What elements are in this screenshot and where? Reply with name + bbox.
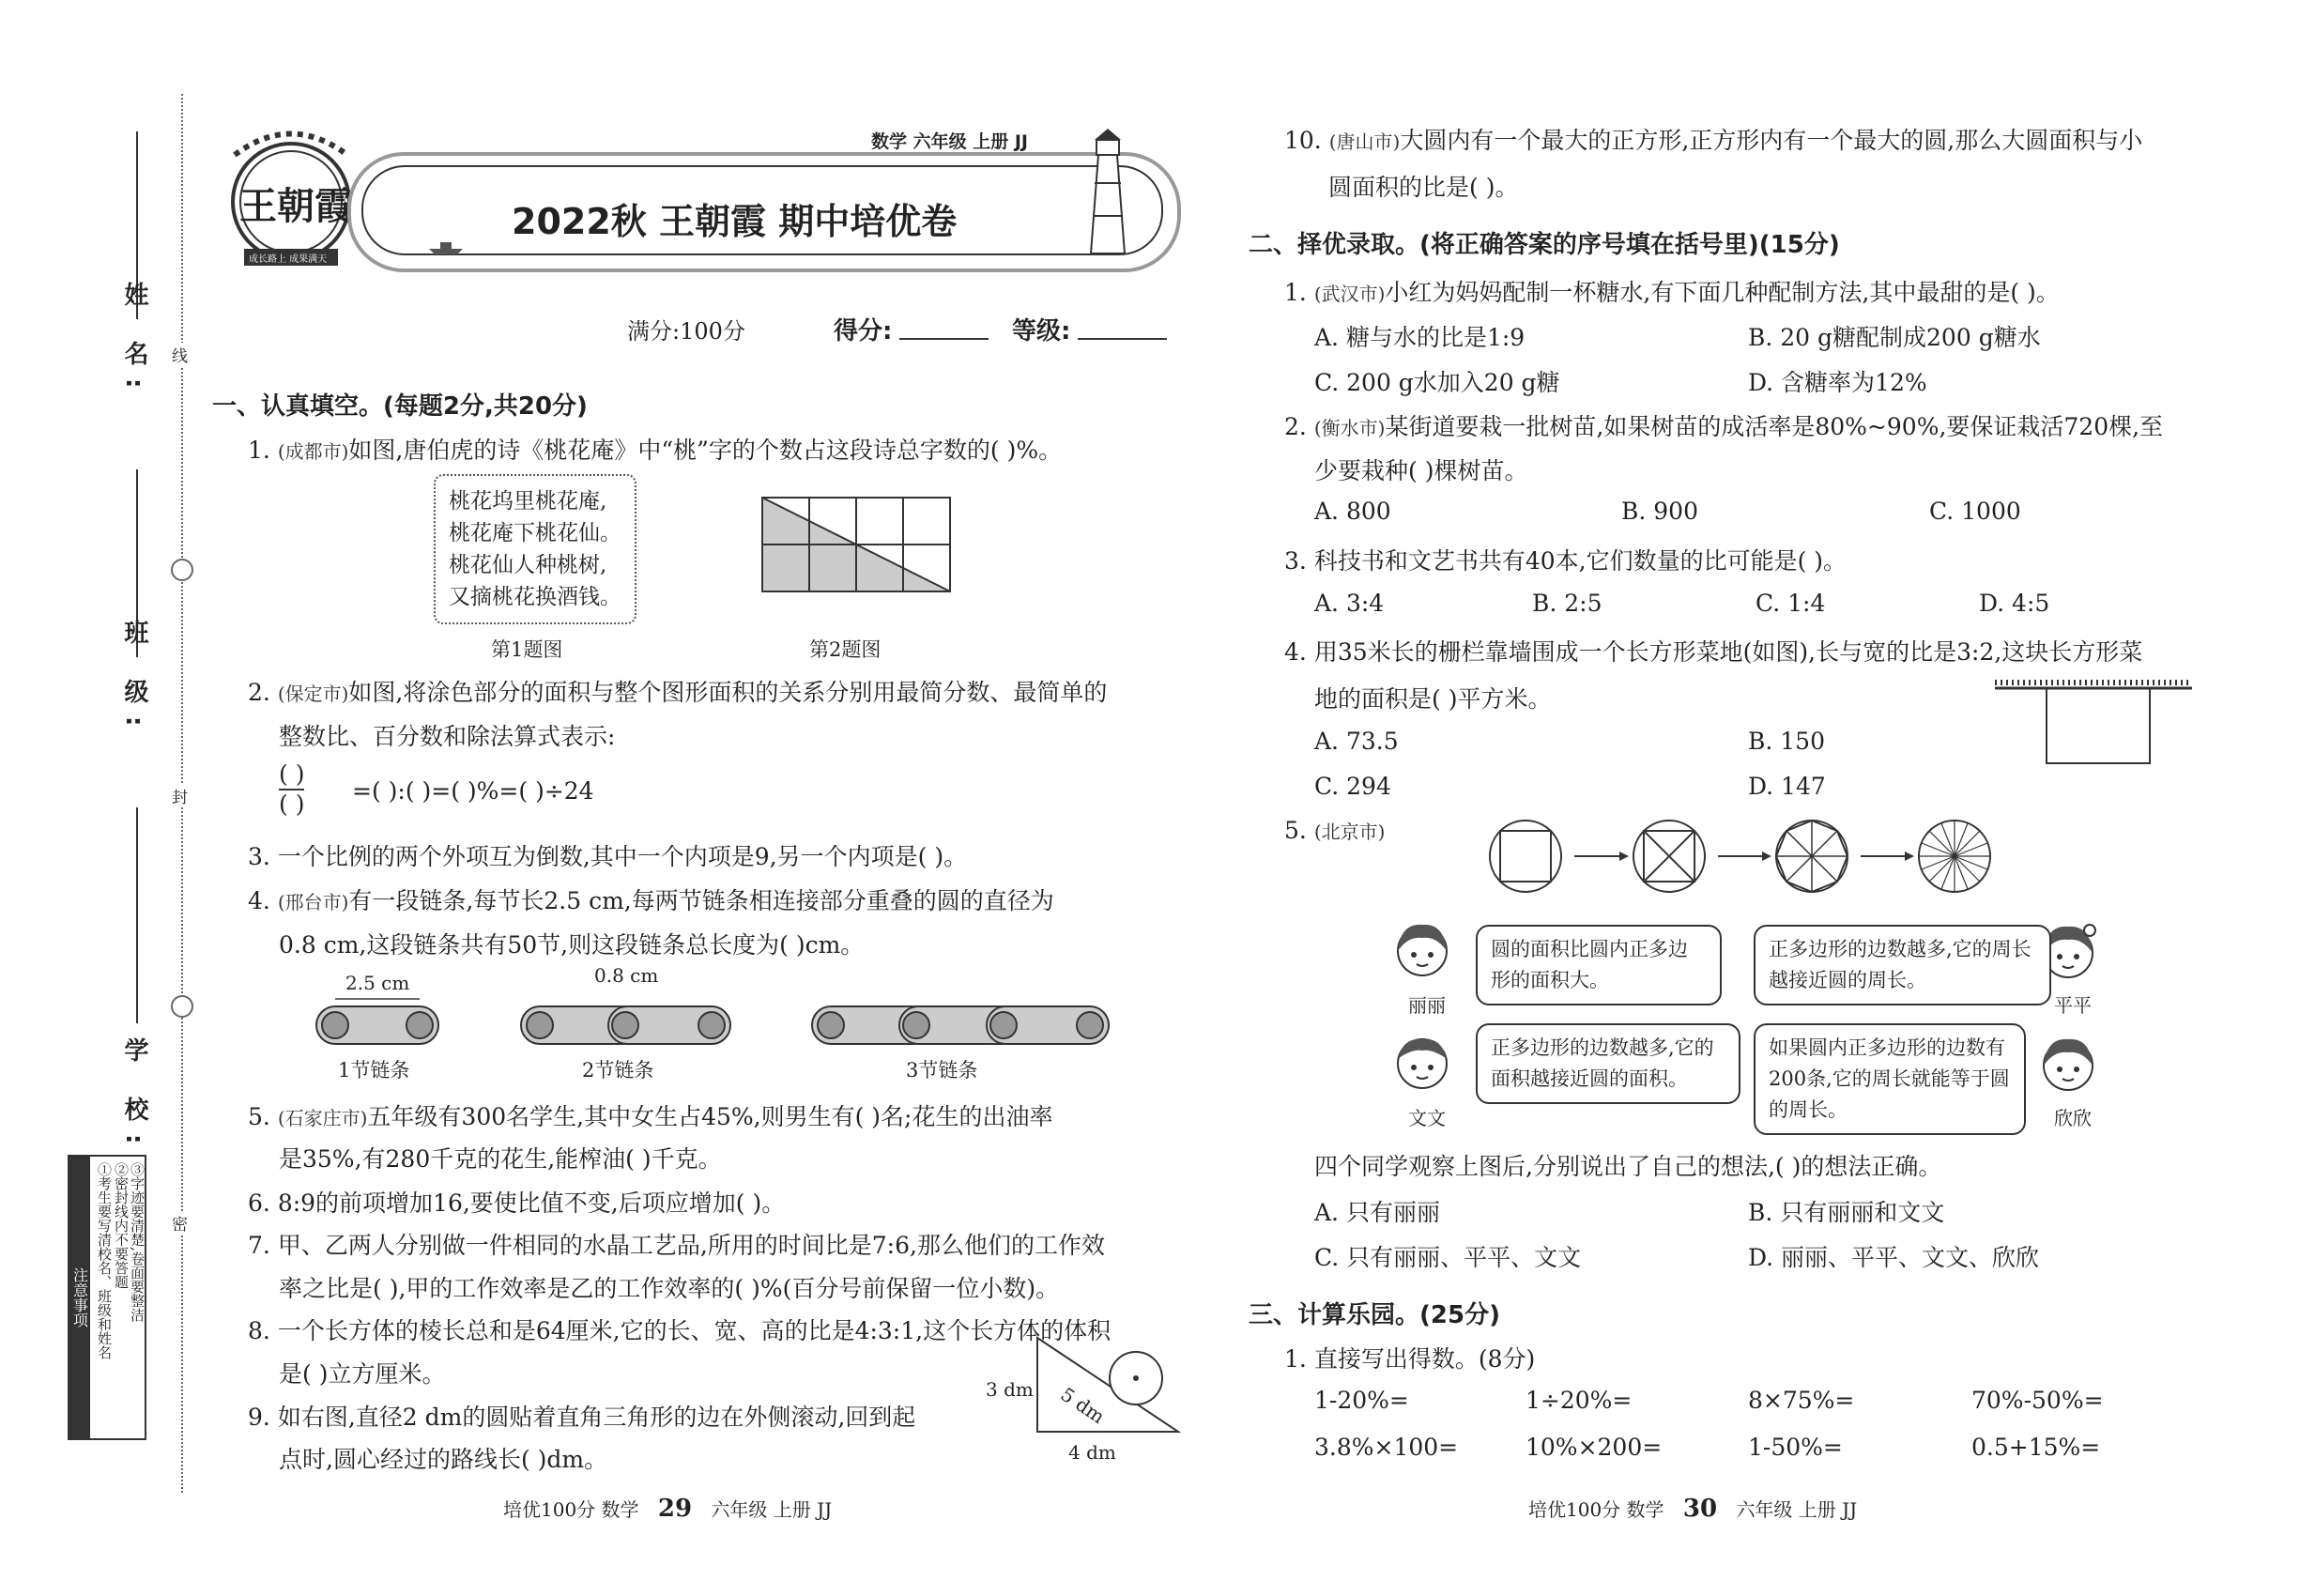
poem-line: 又摘桃花换酒钱。 bbox=[449, 585, 621, 609]
s2q5-num: 5. bbox=[1284, 817, 1307, 844]
chain-overlap-label: 0.8 cm bbox=[594, 964, 659, 987]
cut-mark-3: 密 bbox=[172, 1211, 188, 1235]
question-6 bbox=[248, 1185, 785, 1219]
chain-caption-2: 2节链条 bbox=[582, 1059, 654, 1082]
calc-item: 70%-50%= bbox=[1971, 1387, 2104, 1414]
bubble-pingping: 正多边形的边数越多,它的周长越接近圆的周长。 bbox=[1754, 925, 2051, 1005]
s2q3-option-b[interactable]: B. 2:5 bbox=[1532, 590, 1602, 617]
q5-text-b: 是35%,有280千克的花生,能榨油( )千克。 bbox=[279, 1145, 722, 1173]
q2-text-b: 整数比、百分数和除法算式表示: bbox=[279, 723, 616, 750]
fig2-caption: 第2题图 bbox=[809, 638, 882, 661]
q5-num: 5. bbox=[248, 1103, 270, 1130]
q2-fraction[interactable]: ( ) ( ) bbox=[279, 760, 305, 818]
seal-circle-1 bbox=[171, 559, 193, 581]
q10-text-b: 圆面积的比是( )。 bbox=[1328, 174, 1519, 201]
q8-text-a: 一个长方体的棱长总和是64厘米,它的长、宽、高的比是4:3:1,这个长方体的体积 bbox=[277, 1317, 1112, 1344]
q4-city: (邢台市) bbox=[277, 891, 349, 913]
bubble-xinxin: 如果圆内正多边形的边数有200条,它的周长就能等于圆的周长。 bbox=[1754, 1023, 2026, 1135]
full-score: 满分:100分 bbox=[627, 318, 745, 345]
triangle-side-c: 5 dm bbox=[1056, 1382, 1110, 1429]
cut-mark-2: 封 bbox=[172, 784, 188, 807]
chain-length-label: 2.5 cm bbox=[345, 972, 410, 994]
q1-city: (成都市) bbox=[277, 440, 349, 463]
section-3-title: 三、计算乐园。(25分) bbox=[1249, 1301, 1500, 1329]
bubble-wenwen: 正多边形的边数越多,它的面积越接近圆的面积。 bbox=[1476, 1023, 1740, 1104]
page-title: 2022秋 王朝霞 期中培优卷 bbox=[512, 201, 958, 242]
q2-num: 2. bbox=[248, 679, 270, 706]
grade-label: 等级: bbox=[1012, 317, 1071, 345]
fig1-caption: 第1题图 bbox=[491, 638, 563, 661]
question-2 bbox=[248, 674, 1107, 708]
q9-text-a: 如右图,直径2 dm的圆贴着直角三角形的边在外侧滚动,回到起 bbox=[277, 1404, 916, 1431]
girl-lili-icon bbox=[1389, 915, 1455, 990]
q2-formula: =( ):( )=( )%=( )÷24 bbox=[352, 777, 594, 805]
notes-item-1: ①考生要写清校名、班级和姓名 bbox=[96, 1162, 113, 1359]
brand-logo-text: 王朝霞 bbox=[239, 184, 352, 228]
question-3 bbox=[248, 838, 967, 872]
calc-item: 3.8%×100= bbox=[1314, 1434, 1459, 1461]
q4-num: 4. bbox=[248, 887, 270, 914]
s2q5-option-a[interactable]: A. 只有丽丽 bbox=[1314, 1199, 1440, 1226]
notes-item-3: ③字迹要清楚,卷面要整洁 bbox=[129, 1162, 146, 1322]
q6-text: 8:9的前项增加16,要使比值不变,后项应增加( )。 bbox=[277, 1189, 786, 1217]
q10-num: 10. bbox=[1284, 127, 1322, 154]
class-label: 班 级: bbox=[120, 620, 148, 740]
name-label: 姓 名: bbox=[120, 282, 148, 402]
q3-num: 3. bbox=[248, 843, 270, 870]
q7-num: 7. bbox=[248, 1232, 270, 1259]
s2q4-text-b: 地的面积是( )平方米。 bbox=[1314, 685, 1552, 713]
series-label: 数学 六年级 上册 JJ bbox=[871, 131, 1028, 152]
q4-text-a: 有一段链条,每节长2.5 cm,每两节链条相连接部分重叠的圆的直径为 bbox=[348, 887, 1054, 914]
q5-text-a: 五年级有300名学生,其中女生占45%,则男生有( )名;花生的出油率 bbox=[367, 1103, 1053, 1130]
s2q2-city: (衡水市) bbox=[1313, 417, 1386, 439]
poem-line: 桃花仙人种桃树, bbox=[449, 553, 607, 577]
section-2-title: 二、择优录取。(将正确答案的序号填在括号里)(15分) bbox=[1249, 231, 1840, 259]
s2q4-option-a[interactable]: A. 73.5 bbox=[1314, 728, 1399, 755]
s2q2-option-c[interactable]: C. 1000 bbox=[1929, 498, 2021, 525]
q8-text-b: 是( )立方厘米。 bbox=[279, 1360, 446, 1388]
q7-text-a: 甲、乙两人分别做一件相同的水晶工艺品,所用的时间比是7:6,那么他们的工作效 bbox=[277, 1232, 1105, 1259]
grade-field[interactable] bbox=[1078, 338, 1167, 340]
right-footer bbox=[1528, 1495, 1857, 1523]
score-label: 得分: bbox=[834, 317, 893, 345]
s2q2-option-b[interactable]: B. 900 bbox=[1621, 498, 1698, 525]
s2q5-city: (北京市) bbox=[1313, 821, 1386, 843]
calc-item: 8×75%= bbox=[1748, 1387, 1855, 1414]
s2-question-1 bbox=[1284, 274, 2060, 308]
calc-item: 1÷20%= bbox=[1526, 1387, 1633, 1414]
calc-item: 0.5+15%= bbox=[1971, 1434, 2101, 1461]
s2q2-num: 2. bbox=[1284, 413, 1307, 440]
q3-text: 一个比例的两个外项互为倒数,其中一个内项是9,另一个内项是( )。 bbox=[277, 843, 968, 870]
q6-num: 6. bbox=[248, 1189, 270, 1217]
school-label: 学 校: bbox=[120, 1037, 148, 1158]
s2-question-4 bbox=[1284, 634, 2142, 668]
poem-box bbox=[434, 474, 636, 624]
girl-xinxin-icon bbox=[2035, 1028, 2101, 1103]
chain-caption-1: 1节链条 bbox=[338, 1059, 410, 1082]
q1-num: 1. bbox=[248, 437, 270, 464]
grid-figure bbox=[762, 498, 950, 591]
page-number: 29 bbox=[657, 1495, 693, 1523]
question-5 bbox=[248, 1098, 1052, 1132]
s2-question-5 bbox=[1284, 817, 1385, 844]
q7-text-b: 率之比是( ),甲的工作效率是乙的工作效率的( )%(百分号前保留一位小数)。 bbox=[279, 1275, 1060, 1302]
notes-title: 注意事项 bbox=[69, 1157, 90, 1438]
question-9 bbox=[248, 1399, 915, 1433]
triangle-side-b: 4 dm bbox=[1068, 1441, 1116, 1464]
s2q4-option-b[interactable]: B. 150 bbox=[1748, 728, 1825, 755]
notes-item-2: ②密封线内不要答题 bbox=[113, 1162, 130, 1289]
footer-grade: 六年级 上册 JJ bbox=[1736, 1498, 1858, 1521]
s2q1-option-c[interactable]: C. 200 g水加入20 g糖 bbox=[1314, 369, 1560, 396]
calc-item: 1-20%= bbox=[1314, 1387, 1409, 1414]
section-1-title: 一、认真填空。(每题2分,共20分) bbox=[212, 392, 588, 421]
s3q1-num: 1. bbox=[1284, 1345, 1307, 1373]
s2q3-text: 科技书和文艺书共有40本,它们数量的比可能是( )。 bbox=[1313, 547, 1848, 575]
question-7 bbox=[248, 1227, 1105, 1261]
s3-question-1 bbox=[1284, 1341, 1535, 1374]
s2q1-option-a[interactable]: A. 糖与水的比是1:9 bbox=[1314, 324, 1526, 351]
s2q5-text: 四个同学观察上图后,分别说出了自己的想法,( )的想法正确。 bbox=[1314, 1153, 1942, 1180]
brand-slogan: 成长路上 成果满天 bbox=[249, 254, 328, 265]
q9-num: 9. bbox=[248, 1404, 270, 1431]
left-footer bbox=[503, 1495, 832, 1523]
bubble-lili: 圆的面积比圆内正多边形的面积大。 bbox=[1476, 925, 1722, 1005]
q2-city: (保定市) bbox=[277, 683, 349, 705]
ship-icon bbox=[427, 239, 465, 254]
s2q2-option-a[interactable]: A. 800 bbox=[1314, 498, 1391, 525]
poem-line: 桃花庵下桃花仙。 bbox=[449, 521, 621, 545]
triangle-side-a: 3 dm bbox=[986, 1378, 1034, 1401]
s2q3-num: 3. bbox=[1284, 547, 1307, 575]
q10-text-a: 大圆内有一个最大的正方形,正方形内有一个最大的圆,那么大圆面积与小 bbox=[1400, 127, 2143, 154]
s2-question-2 bbox=[1284, 408, 2163, 442]
question-1 bbox=[248, 432, 1062, 466]
q4-text-b: 0.8 cm,这段链条共有50节,则这段链条总长度为( )cm。 bbox=[279, 931, 865, 959]
s2q1-option-b[interactable]: B. 20 g糖配制成200 g糖水 bbox=[1748, 324, 2041, 351]
s2q5-option-b[interactable]: B. 只有丽丽和文文 bbox=[1748, 1199, 1945, 1226]
s2q4-option-c[interactable]: C. 294 bbox=[1314, 773, 1391, 800]
s2q1-text: 小红为妈妈配制一杯糖水,有下面几种配制方法,其中最甜的是( )。 bbox=[1385, 279, 2060, 306]
q2-text-a: 如图,将涂色部分的面积与整个图形面积的关系分别用最简分数、最简单的 bbox=[348, 679, 1108, 706]
q10-city: (唐山市) bbox=[1328, 130, 1401, 153]
page-number: 30 bbox=[1682, 1495, 1718, 1523]
name-xinxin: 欣欣 bbox=[2054, 1107, 2092, 1129]
footer-series: 培优100分 数学 bbox=[503, 1498, 639, 1521]
lighthouse-icon bbox=[1080, 127, 1136, 258]
chain-caption-3: 3节链条 bbox=[906, 1059, 978, 1082]
s2q3-option-a[interactable]: A. 3:4 bbox=[1314, 590, 1385, 617]
cut-mark-1: 线 bbox=[172, 343, 188, 366]
s2q5-option-d[interactable]: D. 丽丽、平平、文文、欣欣 bbox=[1748, 1244, 2040, 1271]
notes-box bbox=[68, 1155, 146, 1440]
seal-circle-2 bbox=[171, 995, 193, 1018]
s3q1-text: 直接写出得数。(8分) bbox=[1313, 1345, 1536, 1373]
name-wenwen: 文文 bbox=[1408, 1107, 1446, 1129]
poem-line: 桃花坞里桃花庵, bbox=[449, 489, 607, 514]
q5-city: (石家庄市) bbox=[277, 1107, 368, 1129]
s2q5-option-c[interactable]: C. 只有丽丽、平平、文文 bbox=[1314, 1244, 1582, 1271]
q1-text: 如图,唐伯虎的诗《桃花庵》中“桃”字的个数占这段诗总字数的( )%。 bbox=[348, 437, 1063, 464]
s2q3-option-d[interactable]: D. 4:5 bbox=[1979, 590, 2050, 617]
name-pingping: 平平 bbox=[2054, 994, 2092, 1017]
question-4 bbox=[248, 882, 1054, 916]
triangle-figure bbox=[1037, 1338, 1206, 1441]
calc-item: 10%×200= bbox=[1526, 1434, 1663, 1461]
calc-item: 1-50%= bbox=[1748, 1434, 1843, 1461]
footer-series: 培优100分 数学 bbox=[1528, 1498, 1664, 1521]
s2q4-text-a: 用35米长的栅栏靠墙围成一个长方形菜地(如图),长与宽的比是3:2,这块长方形菜 bbox=[1313, 638, 2143, 666]
fence-figure bbox=[1995, 681, 2192, 765]
s2q4-option-d[interactable]: D. 147 bbox=[1748, 773, 1826, 800]
q8-num: 8. bbox=[248, 1317, 270, 1344]
s2q2-text-a: 某街道要栽一批树苗,如果树苗的成活率是80%~90%,要保证栽活720棵,至 bbox=[1385, 413, 2164, 440]
footer-grade: 六年级 上册 JJ bbox=[711, 1498, 833, 1521]
name-lili: 丽丽 bbox=[1408, 994, 1446, 1017]
question-10 bbox=[1284, 122, 2142, 156]
s2-question-3 bbox=[1284, 543, 1847, 576]
boy-wenwen-icon bbox=[1389, 1028, 1455, 1103]
s2q2-text-b: 少要栽种( )棵树苗。 bbox=[1314, 457, 1528, 484]
s2q3-option-c[interactable]: C. 1:4 bbox=[1756, 590, 1826, 617]
school-line bbox=[136, 807, 138, 1023]
s2q1-city: (武汉市) bbox=[1313, 283, 1386, 305]
question-8 bbox=[248, 1312, 1111, 1346]
polygon-sequence-figure bbox=[1488, 809, 2014, 903]
s2q1-option-d[interactable]: D. 含糖率为12% bbox=[1748, 369, 1927, 396]
chain-figure bbox=[314, 997, 1159, 1053]
q9-text-b: 点时,圆心经过的路线长( )dm。 bbox=[279, 1446, 608, 1473]
s2q4-num: 4. bbox=[1284, 638, 1307, 666]
score-field[interactable] bbox=[899, 338, 989, 340]
s2q1-num: 1. bbox=[1284, 279, 1307, 306]
